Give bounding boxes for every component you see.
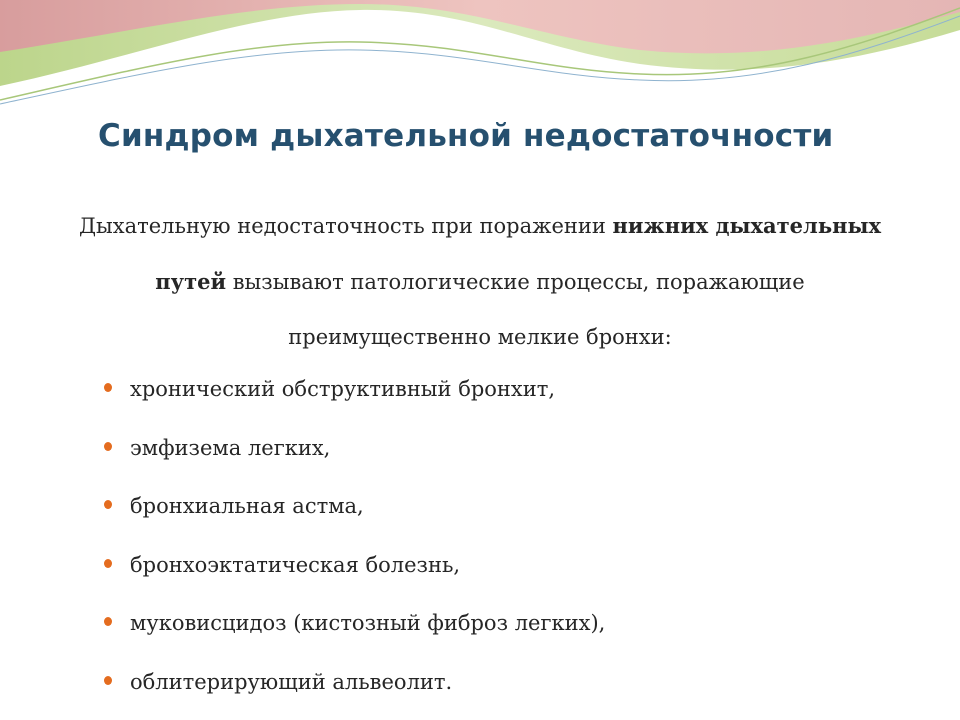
list-item (100, 653, 605, 712)
bullet-icon (104, 676, 112, 685)
bullet-icon (104, 383, 112, 392)
list-item-label: бронхоэктатическая болезнь, (130, 552, 461, 577)
intro-paragraph (60, 198, 900, 365)
bullet-icon (104, 442, 112, 451)
intro-text-end: вызывают патологические процессы, поражающие преимущественно мелкие бронхи: (226, 270, 805, 349)
list-item (100, 594, 605, 653)
intro-text-start: Дыхательную недостаточность при поражении (78, 214, 613, 238)
slide-title: Синдром дыхательной недостаточности (98, 118, 834, 154)
bullet-icon (104, 559, 112, 568)
list-item (100, 536, 605, 595)
list-item (100, 477, 605, 536)
list-item (100, 360, 605, 419)
list-item-label: эмфизема легких, (130, 435, 331, 460)
bullet-icon (104, 617, 112, 626)
list-item-label: бронхиальная астма, (130, 494, 364, 518)
list-item (100, 419, 605, 478)
intro-text-bold: нижних дыхательных путей (155, 213, 882, 294)
disease-list (100, 360, 605, 711)
decorative-wave-header (0, 0, 960, 120)
list-item-label: муковисцидоз (кистозный фиброз легких), (130, 611, 606, 635)
list-item-label: хронический обструктивный бронхит, (130, 377, 556, 401)
list-item-label: облитерирующий альвеолит. (130, 669, 453, 694)
bullet-icon (104, 500, 112, 509)
